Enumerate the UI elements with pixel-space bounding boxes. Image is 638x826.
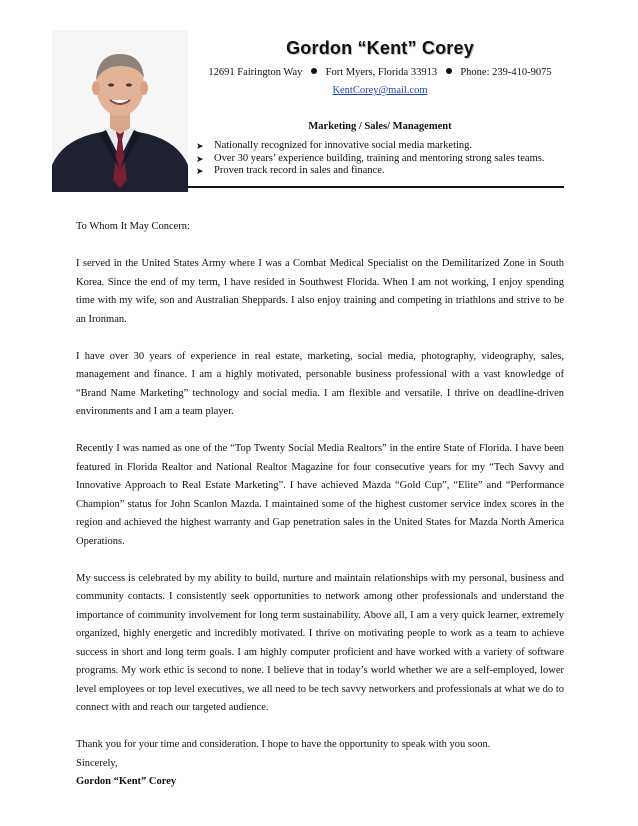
cover-letter-body xyxy=(76,218,564,792)
signoff: Sincerely, xyxy=(76,757,118,769)
street-address: 12691 Fairington Way xyxy=(208,67,303,78)
portrait-image xyxy=(52,30,188,192)
phone-number: Phone: 239-410-9075 xyxy=(460,67,552,78)
paragraph-experience: I have over 30 years of experience in real estate, marketing, social media, photography, videography, sales, management and finance. I am a highly motivated, personable business professional with a vast knowledge of “Brand Name Marketing” technology and social media. I am flexible and versatile. I thrive on deadline-driven environments and I am a team player. xyxy=(76,350,564,417)
bullet-dot-icon xyxy=(446,68,452,74)
closing-line: Thank you for your time and consideration. I hope to have the opportunity to speak with you soon. xyxy=(76,739,491,750)
city-address: Fort Myers, Florida 33913 xyxy=(325,67,438,78)
header-divider xyxy=(186,186,564,188)
candidate-name: Gordon “Kent” Corey xyxy=(286,38,474,58)
highlight-item: ➤ Over 30 years’ experience building, training and mentoring strong sales teams. xyxy=(196,152,545,164)
arrow-bullet-icon: ➤ xyxy=(196,153,204,164)
resume-header xyxy=(190,36,570,98)
role-title: Marketing / Sales/ Management xyxy=(308,121,452,132)
highlight-item: ➤ Nationally recognized for innovative social media marketing. xyxy=(196,140,473,151)
highlight-item: ➤ Proven track record in sales and finance. xyxy=(196,165,385,176)
arrow-bullet-icon: ➤ xyxy=(196,141,204,151)
email-link[interactable]: KentCorey@mail.com xyxy=(332,85,428,96)
signature-name: Gordon “Kent” Corey xyxy=(76,776,177,787)
arrow-bullet-icon: ➤ xyxy=(196,166,204,176)
paragraph-military: I served in the United States Army where I was a Combat Medical Specialist on the Demilitarized Zone in South Korea. Since the end of my term, I have resided in Southwest Florida. When I am not working, I enjoy spending time with my wife, son and Australian Sheppards. I also enjoy training and competing in triathlons and strive to be an Ironman. xyxy=(76,258,564,325)
bullet-dot-icon xyxy=(311,68,317,74)
salutation: To Whom It May Concern: xyxy=(76,221,190,232)
contact-line xyxy=(190,66,570,80)
paragraph-awards: Recently I was named as one of the “Top Twenty Social Media Realtors” in the entire State of Florida. I have been featured in Florida Realtor and National Realtor Magazine for four consecutive years for my “Tech Savvy and Innovative Approach to Real Estate Marketing”. I have achieved Mazda “Gold Cup”, “Elite” and “Performance Champion” status for John Scanlon Mazda. I maintained some of the highest customer service index scores in the region and achieved the highest warranty and Gap penetration sales in the United States for Mazda North America Operations. xyxy=(76,443,564,547)
highlights-list xyxy=(196,140,544,178)
paragraph-relationships: My success is celebrated by my ability to build, nurture and maintain relationships with my personal, business and community contacts. I consistently seek opportunities to network among other professionals and understand the importance of community involvement for long term sustainability. Above all, I am a very quick learner, extremely organized, highly energetic and incredibly motivated. I thrive on motivating people to work as a team to achieve success in short and long term goals. I am highly computer proficient and have worked with a variety of software programs. My work ethic is second to none. I believe that in today’s world whether we are a self-employed, lower level employees or top level executives, we all need to be tech savvy networkers and professionals at what we do to connect with and reach our targeted audience. xyxy=(76,572,564,713)
profile-photo xyxy=(52,30,188,192)
